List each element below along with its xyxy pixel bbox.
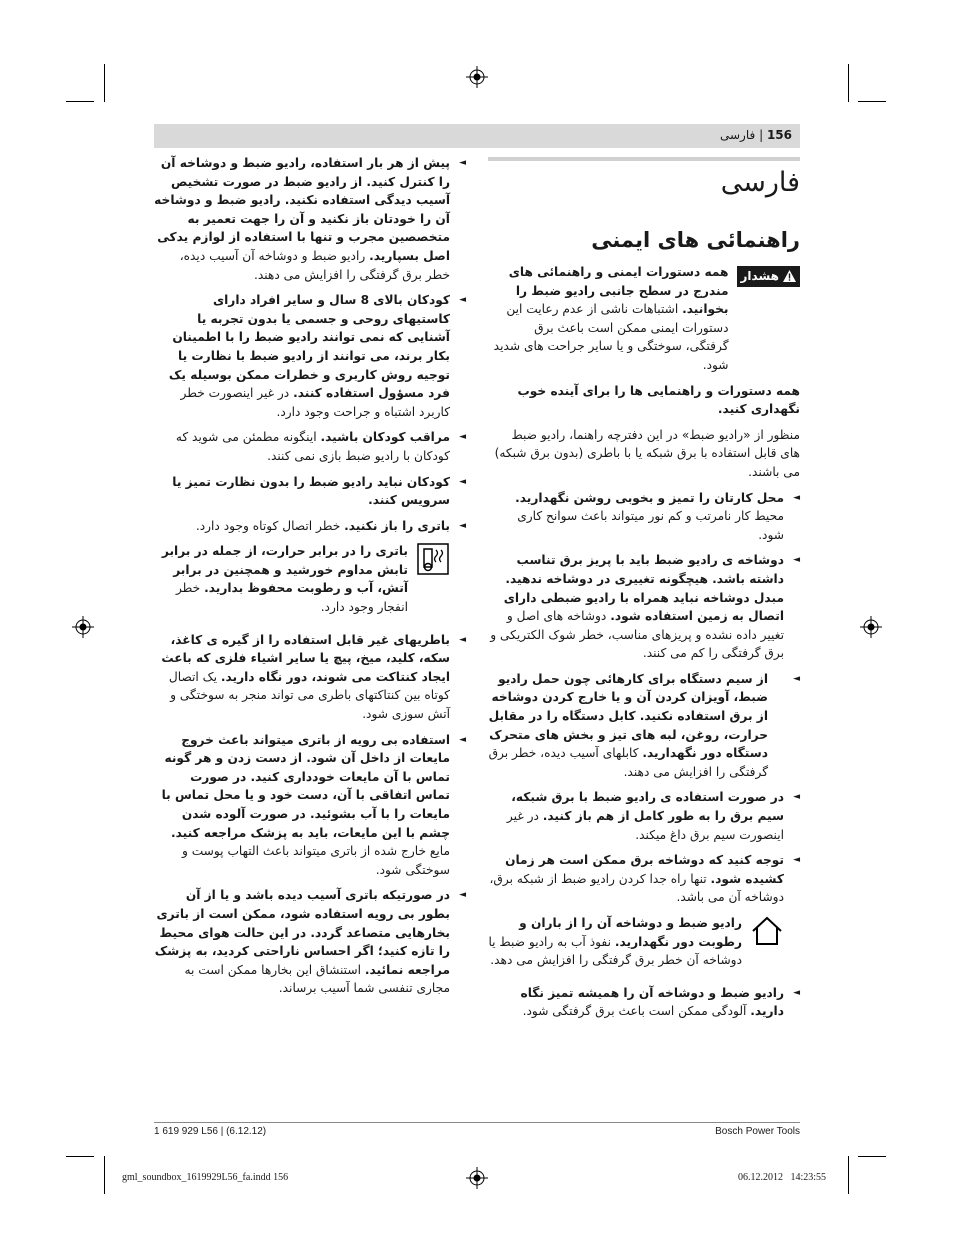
crop-mark [66,1156,94,1157]
crop-mark [66,101,94,102]
crop-mark [858,1156,886,1157]
section-title: راهنمائی های ایمنی [591,228,800,252]
list-item: ◄ دوشاخه ی رادیو ضبط باید با پریز برق تناسب داشته باشد. هیچگونه تغییری در دوشاخه ندهید. مبدل دوشاخه نباید همراه با رادیو ضبطی دارای اتصال به زمین استفاده شود. دوشاخه های اصل و تغییر داده نشده و پریزهای مناسب، خطر شوک الکتریکی و برق گرفتگی را کم می کنند. [488,551,800,663]
heat-warning: باتری را در برابر حرارت، از جمله در برابر تابش مداوم خورشید و همچنین در برابر آتش، آب و رطوبت محفوظ بدارید. خطر انفجار وجود دارد. [154,542,466,623]
list-item: ◄ کودکان نباید رادیو ضبط را بدون نظارت تمیز یا سرویس کنند. [154,473,466,510]
brand-footer: Bosch Power Tools [715,1126,800,1137]
warning-badge [737,266,800,287]
warning-block [488,263,800,382]
page-header [154,124,800,148]
crop-mark [104,64,105,102]
registration-mark-icon [466,66,488,88]
keep-instructions: همه دستورات و راهنمایی ها را برای آینده خوب نگهداری کنید. [517,383,800,417]
crop-mark [848,1156,849,1194]
list-item: ◄ باطریهای غیر قابل استفاده را از گیره ی کاغذ، سکه، کلید، میخ، پیچ یا سایر اشیاء فلزی که باعث ایجاد کنتاکت می شوند، دور نگاه دارید. یک اتصال کوتاه بین کنتاکتهای باطری می تواند منجر به سوختگی و آتش سوزی شود. [154,631,466,724]
battery-heat-icon [416,542,450,576]
warning-text: همه دستورات ایمنی و راهنمائی های مندرج در سطح جانبی رادیو ضبط را بخوانید. اشتباهات ناشی از عدم رعایت این دستورات ایمنی ممکن است باعث برق گرفتگی، سوختگی و یا سایر جراحت های شدید شود. [493,265,729,372]
crop-mark [848,64,849,102]
registration-mark-icon [72,616,94,638]
crop-mark [858,101,886,102]
safety-list-left [154,154,466,535]
registration-mark-icon [466,1167,488,1189]
left-column [154,154,466,1005]
warning-label: هشدار [740,269,779,283]
list-item: ◄ از سیم دستگاه برای کارهائی چون حمل رادیو ضبط، آویزان کردن آن و یا خارج کردن دوشاخه از برق استفاده نکنید. کابل دستگاه را در مقابل حرارت، روغن، لبه های تیز و بخش های متحرک دستگاه دور نگهدارید. کابلهای آسیب دیده، خطر برق گرفتگی را افزایش می دهند. [488,670,800,782]
header-language: فارسی [720,128,756,142]
list-item: ◄ توجه کنید که دوشاخه برق ممکن است هر زمان کشیده شود. تنها راه جدا کردن رادیو ضبط از شبکه برق، دوشاخه آن می باشد. [488,851,800,907]
list-item: ◄ پیش از هر بار استفاده، رادیو ضبط و دوشاخه آن را کنترل کنید. از رادیو ضبط در صورت تشخیص آسیب دیدگی استفاده نکنید. رادیو ضبط و دوشاخه آن را خودتان باز نکنید و آن را جهت تعمیر به متخصصین مجرب و تنها با استفاده از لوازم یدکی اصل بسپارید. رادیو ضبط و دوشاخه آن آسیب دیده، خطر برق گرفتگی را افزایش می دهند. [154,154,466,284]
rain-warning: رادیو ضبط و دوشاخه آن را از باران و رطوبت دور نگهدارید. نفوذ آب به رادیو ضبط یا دوشاخه آن خطر برق گرفتگی را افزایش می دهد. [488,914,800,977]
list-item: ◄ رادیو ضبط و دوشاخه آن را همیشه تمیز نگاه دارید. آلودگی ممکن است باعث برق گرفتگی شود. [488,984,800,1021]
crop-mark [104,1156,105,1194]
footer-rule [154,1122,800,1123]
safety-list-left-2 [154,631,466,998]
warning-triangle-icon [783,270,796,282]
right-column [488,157,800,1028]
registration-mark-icon [860,616,882,638]
list-item: ◄ استفاده بی رویه از باتری میتواند باعث خروج مایعات از داخل آن شود. از دست زدن و هر گونه تماس با آن مایعات خودداری کنید. در صورت تماس اتفاقی با آن، دست خود و یا محل تماس با مایعات را با آب بشوئید. در صورت آلوده شدن چشم با این مایعات، باید به پزشک مراجعه کنید. مایع خارج شده از باتری میتواند باعث التهاب پوست و سوختگی شود. [154,731,466,880]
slug-file: gml_soundbox_1619929L56_fa.indd 156 [122,1172,289,1183]
house-rain-icon [750,914,784,948]
safety-list-right [488,489,800,907]
header-separator: | [755,128,764,142]
list-item: ◄ باتری را باز نکنید. خطر اتصال کوتاه وجود دارد. [154,517,466,536]
list-item: ◄ مراقب کودکان باشید. اینگونه مطمئن می شوید که کودکان با رادیو ضبط بازی نمی کنند. [154,428,466,465]
document-id: 1 619 929 L56 | (6.12.12) [154,1126,267,1137]
list-item: ◄ در صورتیکه باتری آسیب دیده باشد و یا از آن بطور بی رویه استفاده شود، ممکن است از باتری بخارهایی متصاعد گردد. در این حالت هوای محیط را تازه کنید؛ اگر احساس ناراحتی کردید، به پزشک مراجعه نمائید. استنشاق این بخارها ممکن است به مجاری تنفسی شما آسیب برساند. [154,886,466,998]
list-item: ◄ کودکان بالای 8 سال و سایر افراد دارای کاستیهای روحی و جسمی یا بدون تجربه یا آشنایی که نمی توانند رادیو ضبط را با اطمینان بکار برند، می توانند از رادیو ضبط با نظارت یا توجیه روش کاربری و خطرات ممکن بوسیله یک فرد مسؤول استفاده کنند. در غیر اینصورت خطر کاربرد اشتباه و جراحت وجود دارد. [154,291,466,421]
safety-list-right-2 [488,984,800,1021]
title-rule [488,157,800,161]
list-item: ◄ محل کارتان را تمیز و بخوبی روشن نگهدارید. محیط کار نامرتب و کم نور میتواند باعث سوانح کاری شود. [488,489,800,545]
page-number: 156 [766,128,792,142]
definition-text: منظور از «رادیو ضبط» در این دفترچه راهنما، رادیو ضبط های قابل استفاده با برق شبکه یا با باطری (بدون برق شبکه) می باشند. [494,427,800,479]
slug-date: 06.12.2012 14:23:55 [738,1172,827,1183]
page-title: فارسی [720,167,800,198]
list-item: ◄ در صورت استفاده ی رادیو ضبط با برق شبکه، سیم برق را به طور کامل از هم باز کنید. در غیر اینصورت سیم برق داغ میکند. [488,788,800,844]
